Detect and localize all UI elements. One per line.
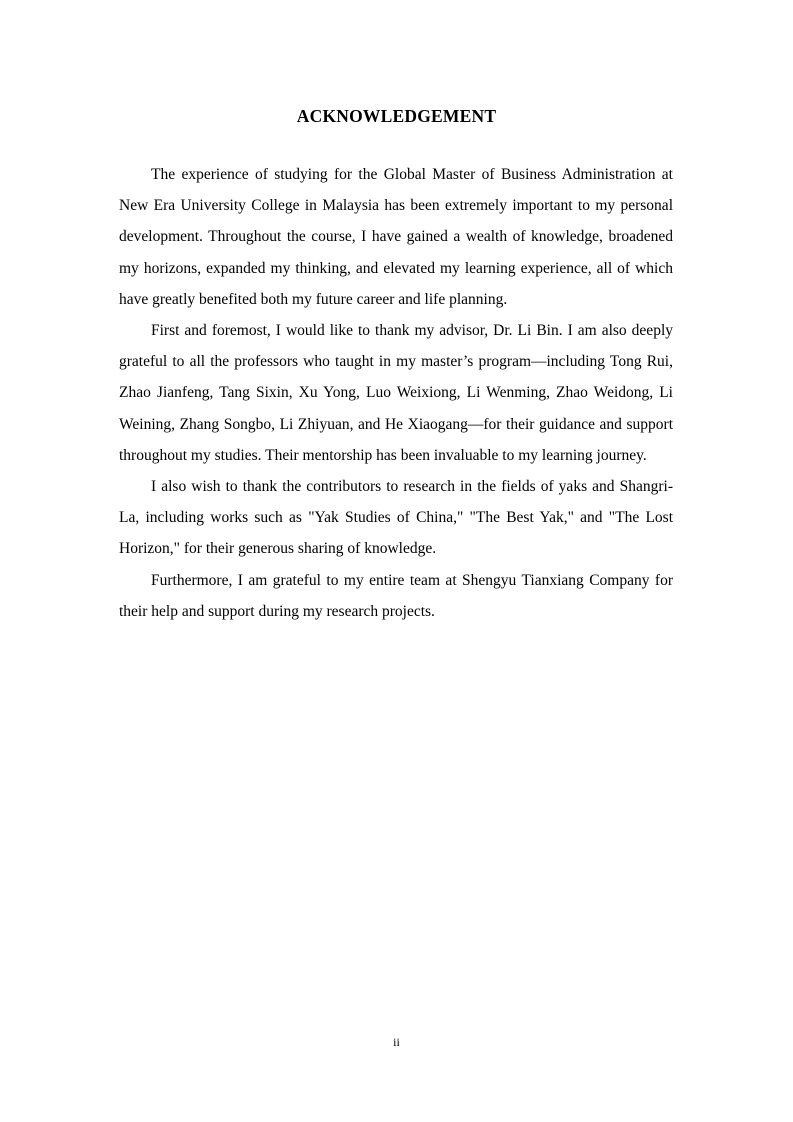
paragraph-thanks-team: Furthermore, I am grateful to my entire team at Shengyu Tianxiang Company for their help and support during my research projects. bbox=[119, 571, 673, 620]
paragraph-thanks-contributors: I also wish to thank the contributors to research in the fields of yaks and Shangri-La, including works such as "Yak Studies of China," "The Best Yak," and "The Lost Horizon," for their generous sharing of knowledge. bbox=[119, 478, 673, 558]
page-title: ACKNOWLEDGEMENT bbox=[296, 106, 497, 126]
page-number: ii bbox=[393, 1035, 400, 1049]
acknowledgement-body bbox=[119, 159, 673, 627]
paragraph-study-experience: The experience of studying for the Global Master of Business Administration at New Era University College in Malaysia has been extremely important to my personal development. Throughout the course, I have gained a wealth of knowledge, broadened my horizons, expanded my thinking, and elevated my learning experience, all of which have greatly benefited both my future career and life planning. bbox=[119, 166, 673, 308]
paragraph-thanks-advisor: First and foremost, I would like to thank my advisor, Dr. Li Bin. I am also deeply grateful to all the professors who taught in my master’s program—including Tong Rui, Zhao Jianfeng, Tang Sixin, Xu Yong, Luo Weixiong, Li Wenming, Zhao Weidong, Li Weining, Zhang Songbo, Li Zhiyuan, and He Xiaogang—for their guidance and support throughout my studies. Their mentorship has been invaluable to my learning journey. bbox=[119, 322, 673, 464]
